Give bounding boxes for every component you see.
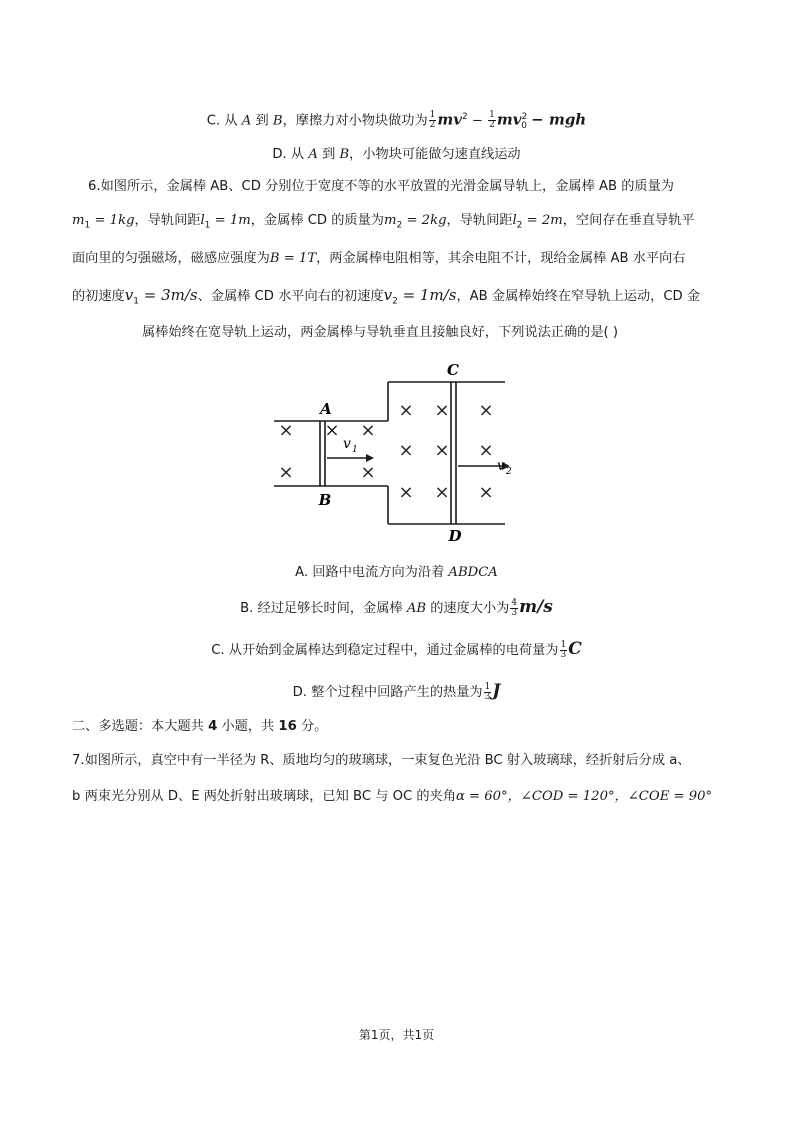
formula-mgh: − mgh: [531, 110, 587, 129]
m1-symbol: m: [72, 213, 85, 228]
q6-opta-text: A. 回路中电流方向为沿着: [295, 565, 445, 580]
frac-num: 1: [489, 109, 495, 120]
frac-num: 4: [511, 597, 518, 608]
q6-option-b: [0, 596, 793, 620]
field-x-mark: ×: [398, 400, 414, 421]
l1-value: = 1m: [210, 213, 251, 228]
q5-optd-a: A: [308, 147, 318, 162]
field-x-mark: ×: [478, 440, 494, 461]
q6-text: ，空间存在垂直导轨平: [562, 213, 695, 228]
formula-minus: −: [471, 113, 488, 129]
formula-mv: mv: [437, 110, 462, 129]
q6-option-d: [0, 680, 793, 704]
field-x-mark: ×: [360, 420, 376, 441]
frac-den: 2: [489, 119, 495, 130]
q5-optd-mid2: ，小物块可能做匀速直线运动: [349, 147, 521, 162]
field-x-mark: ×: [434, 440, 450, 461]
q6-text: ，导轨间距: [446, 213, 513, 228]
label-v1-sub: 1: [352, 445, 358, 455]
q6-option-c: [0, 638, 793, 662]
frac-den: 3: [484, 691, 491, 702]
l1-sub: 1: [204, 220, 211, 231]
m2-sub: 2: [396, 220, 403, 231]
v1-value: = 3m/s: [138, 286, 198, 304]
l1-symbol: l: [200, 213, 205, 228]
formula-sup-sub: [521, 112, 527, 122]
v2-sub: 2: [392, 296, 398, 307]
field-x-mark: ×: [398, 482, 414, 503]
field-x-mark: ×: [398, 440, 414, 461]
q6-text: 、金属棒 CD 水平向右的初速度: [197, 289, 384, 304]
rail-diagram: [270, 360, 520, 550]
l2-sub: 2: [516, 220, 523, 231]
q6-line-5: 属棒始终在宽导轨上运动，两金属棒与导轨垂直且接触良好，下列说法正确的是( ): [142, 325, 619, 340]
q6-text: ，AB 金属棒始终在窄导轨上运动，CD 金: [456, 289, 701, 304]
q5-option-d: [0, 144, 793, 166]
field-x-mark: ×: [478, 482, 494, 503]
field-x-mark: ×: [278, 462, 294, 483]
field-x-mark: ×: [360, 462, 376, 483]
q5-optc-mid2: ，摩擦力对小物块做功为: [282, 113, 428, 129]
section-2-heading: [72, 716, 327, 738]
page-footer: 第1页，共1页: [358, 1028, 435, 1042]
q5-optd-prefix: D. 从: [272, 147, 305, 162]
field-x-mark: ×: [478, 400, 494, 421]
field-x-mark: ×: [434, 400, 450, 421]
q7-text: b 两束光分别从 D、E 两处折射出玻璃球，已知 BC 与 OC 的夹角: [72, 789, 456, 804]
frac-den: 2: [429, 119, 436, 130]
frac-num: 1: [429, 109, 436, 120]
m2-symbol: m: [384, 213, 397, 228]
q6-text: ，导轨间距: [134, 213, 201, 228]
q6-optb-unit: m/s: [519, 597, 553, 617]
q6-optd-unit: J: [492, 681, 501, 701]
q6-optc-text: C. 从开始到金属棒达到稳定过程中，通过金属棒的电荷量为: [211, 643, 559, 658]
formula-sup: 2: [461, 112, 468, 122]
l2-symbol: l: [512, 213, 517, 228]
q6-text: 的初速度: [72, 289, 125, 304]
q6-line-1: 6.如图所示，金属棒 AB、CD 分别位于宽度不等的水平放置的光滑金属导轨上，金属棒 AB 的质量为: [88, 179, 674, 194]
q5-optc-prefix: C. 从: [206, 113, 238, 129]
section-2-text: 二、多选题：本大题共: [72, 719, 209, 734]
q6-opta-path: ABDCA: [448, 565, 498, 580]
frac-den: 3: [560, 649, 567, 660]
frac-num: 1: [560, 639, 567, 650]
formula-mv0: mv: [496, 110, 522, 129]
q6-text: 面向里的匀强磁场，磁感应强度为: [72, 251, 270, 266]
frac-den: 3: [511, 607, 518, 618]
v2-value: = 1m/s: [397, 286, 457, 304]
m2-value: = 2kg: [402, 213, 447, 228]
q6-option-a: [0, 562, 793, 584]
section-2-count: 4: [208, 719, 218, 734]
v2-symbol: v: [383, 286, 393, 304]
magnetic-field-marks: [278, 400, 493, 503]
q6-optb-ab: AB: [406, 601, 427, 616]
l2-value: = 2m: [522, 213, 563, 228]
m1-sub: 1: [84, 220, 91, 231]
field-x-mark: ×: [324, 420, 340, 441]
v1-symbol: v: [124, 286, 134, 304]
q5-optd-b: B: [339, 147, 350, 162]
q7-angles: α = 60°，∠COD = 120°，∠COE = 90°: [455, 789, 713, 804]
half-fraction: [429, 111, 437, 130]
label-a: A: [320, 400, 332, 418]
q6-optd-text: D. 整个过程中回路产生的热量为: [292, 685, 483, 700]
q5-optc-mid1: 到: [255, 113, 269, 129]
q6-optc-fraction: [560, 641, 568, 660]
q6-text: ，金属棒 CD 的质量为: [250, 213, 384, 228]
half-fraction-2: [488, 111, 496, 130]
v1-arrowhead: [366, 454, 374, 462]
q6-line-3: [72, 248, 685, 270]
section-2-text: 小题，共: [217, 719, 279, 734]
label-d: D: [448, 527, 462, 545]
q5-optd-mid1: 到: [322, 147, 336, 162]
label-c: C: [447, 361, 459, 379]
b-field-value: B = 1T: [269, 251, 317, 266]
formula-sub-0: 0: [521, 121, 527, 132]
q7-line-1: 7.如图所示，真空中有一半径为 R、质地均匀的玻璃球，一束复色光沿 BC 射入玻璃球，经折射后分成 a、: [72, 753, 691, 768]
q6-optc-unit: C: [568, 639, 582, 659]
label-v2-sub: 2: [506, 467, 512, 477]
q6-optb-fraction: [510, 599, 518, 618]
q5-optc-a: A: [241, 113, 252, 129]
label-b: B: [318, 491, 332, 509]
section-2-text: 分。: [296, 719, 328, 734]
v1-sub: 1: [133, 296, 139, 307]
field-x-mark: ×: [278, 420, 294, 441]
field-x-mark: ×: [434, 482, 450, 503]
section-2-score: 16: [278, 719, 297, 734]
label-v1: v: [343, 436, 351, 452]
formula-sup-2: 2: [521, 112, 528, 122]
q5-optc-b: B: [272, 113, 283, 129]
q6-line-4: [72, 284, 700, 313]
q6-text: ，两金属棒电阻相等，其余电阻不计，现给金属棒 AB 水平向右: [316, 251, 686, 266]
q6-optb-mid: 的速度大小为: [430, 601, 510, 616]
label-v2: v: [497, 458, 505, 474]
q6-line-2: [72, 210, 695, 237]
q7-line-2: [72, 786, 712, 808]
frac-num: 1: [484, 681, 491, 692]
q6-optb-text: B. 经过足够长时间，金属棒: [240, 601, 403, 616]
q6-optd-fraction: [484, 683, 492, 702]
m1-value: = 1kg: [90, 213, 135, 228]
q5-option-c: [0, 106, 793, 137]
